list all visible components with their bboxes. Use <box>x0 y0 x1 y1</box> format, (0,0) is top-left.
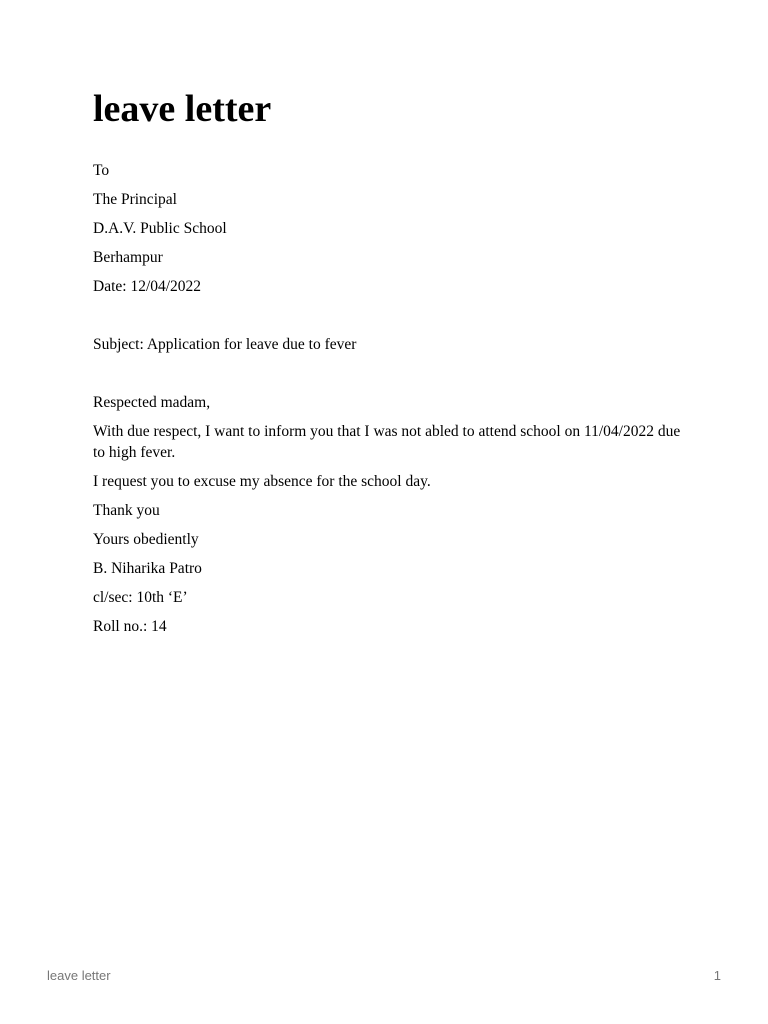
footer-doc-name: leave letter <box>47 968 111 983</box>
address-city: Berhampur <box>93 249 163 266</box>
footer-page-number: 1 <box>713 968 721 983</box>
closing-thanks: Thank you <box>93 502 160 519</box>
sender-class-section: cl/sec: 10th ‘E’ <box>93 589 188 606</box>
body-paragraph: With due respect, I want to inform you that I was not abled to attend school on 11/04/2022 due to high fever. <box>93 423 681 461</box>
letter-salutation: Respected madam, <box>93 394 211 411</box>
closing-sign-off: Yours obediently <box>93 531 199 548</box>
body-paragraph: I request you to excuse my absence for the school day. <box>93 473 431 490</box>
address-recipient: The Principal <box>93 191 177 208</box>
letter-date: Date: 12/04/2022 <box>93 278 202 295</box>
letter-subject: Subject: Application for leave due to fever <box>93 336 357 353</box>
spacer <box>93 363 683 392</box>
spacer <box>93 305 683 334</box>
sender-name: B. Niharika Patro <box>93 560 202 577</box>
address-school: D.A.V. Public School <box>93 220 227 237</box>
document-title: leave letter <box>93 88 272 130</box>
letter-content <box>93 86 683 645</box>
sender-roll-no: Roll no.: 14 <box>93 618 167 635</box>
address-to: To <box>93 162 110 179</box>
